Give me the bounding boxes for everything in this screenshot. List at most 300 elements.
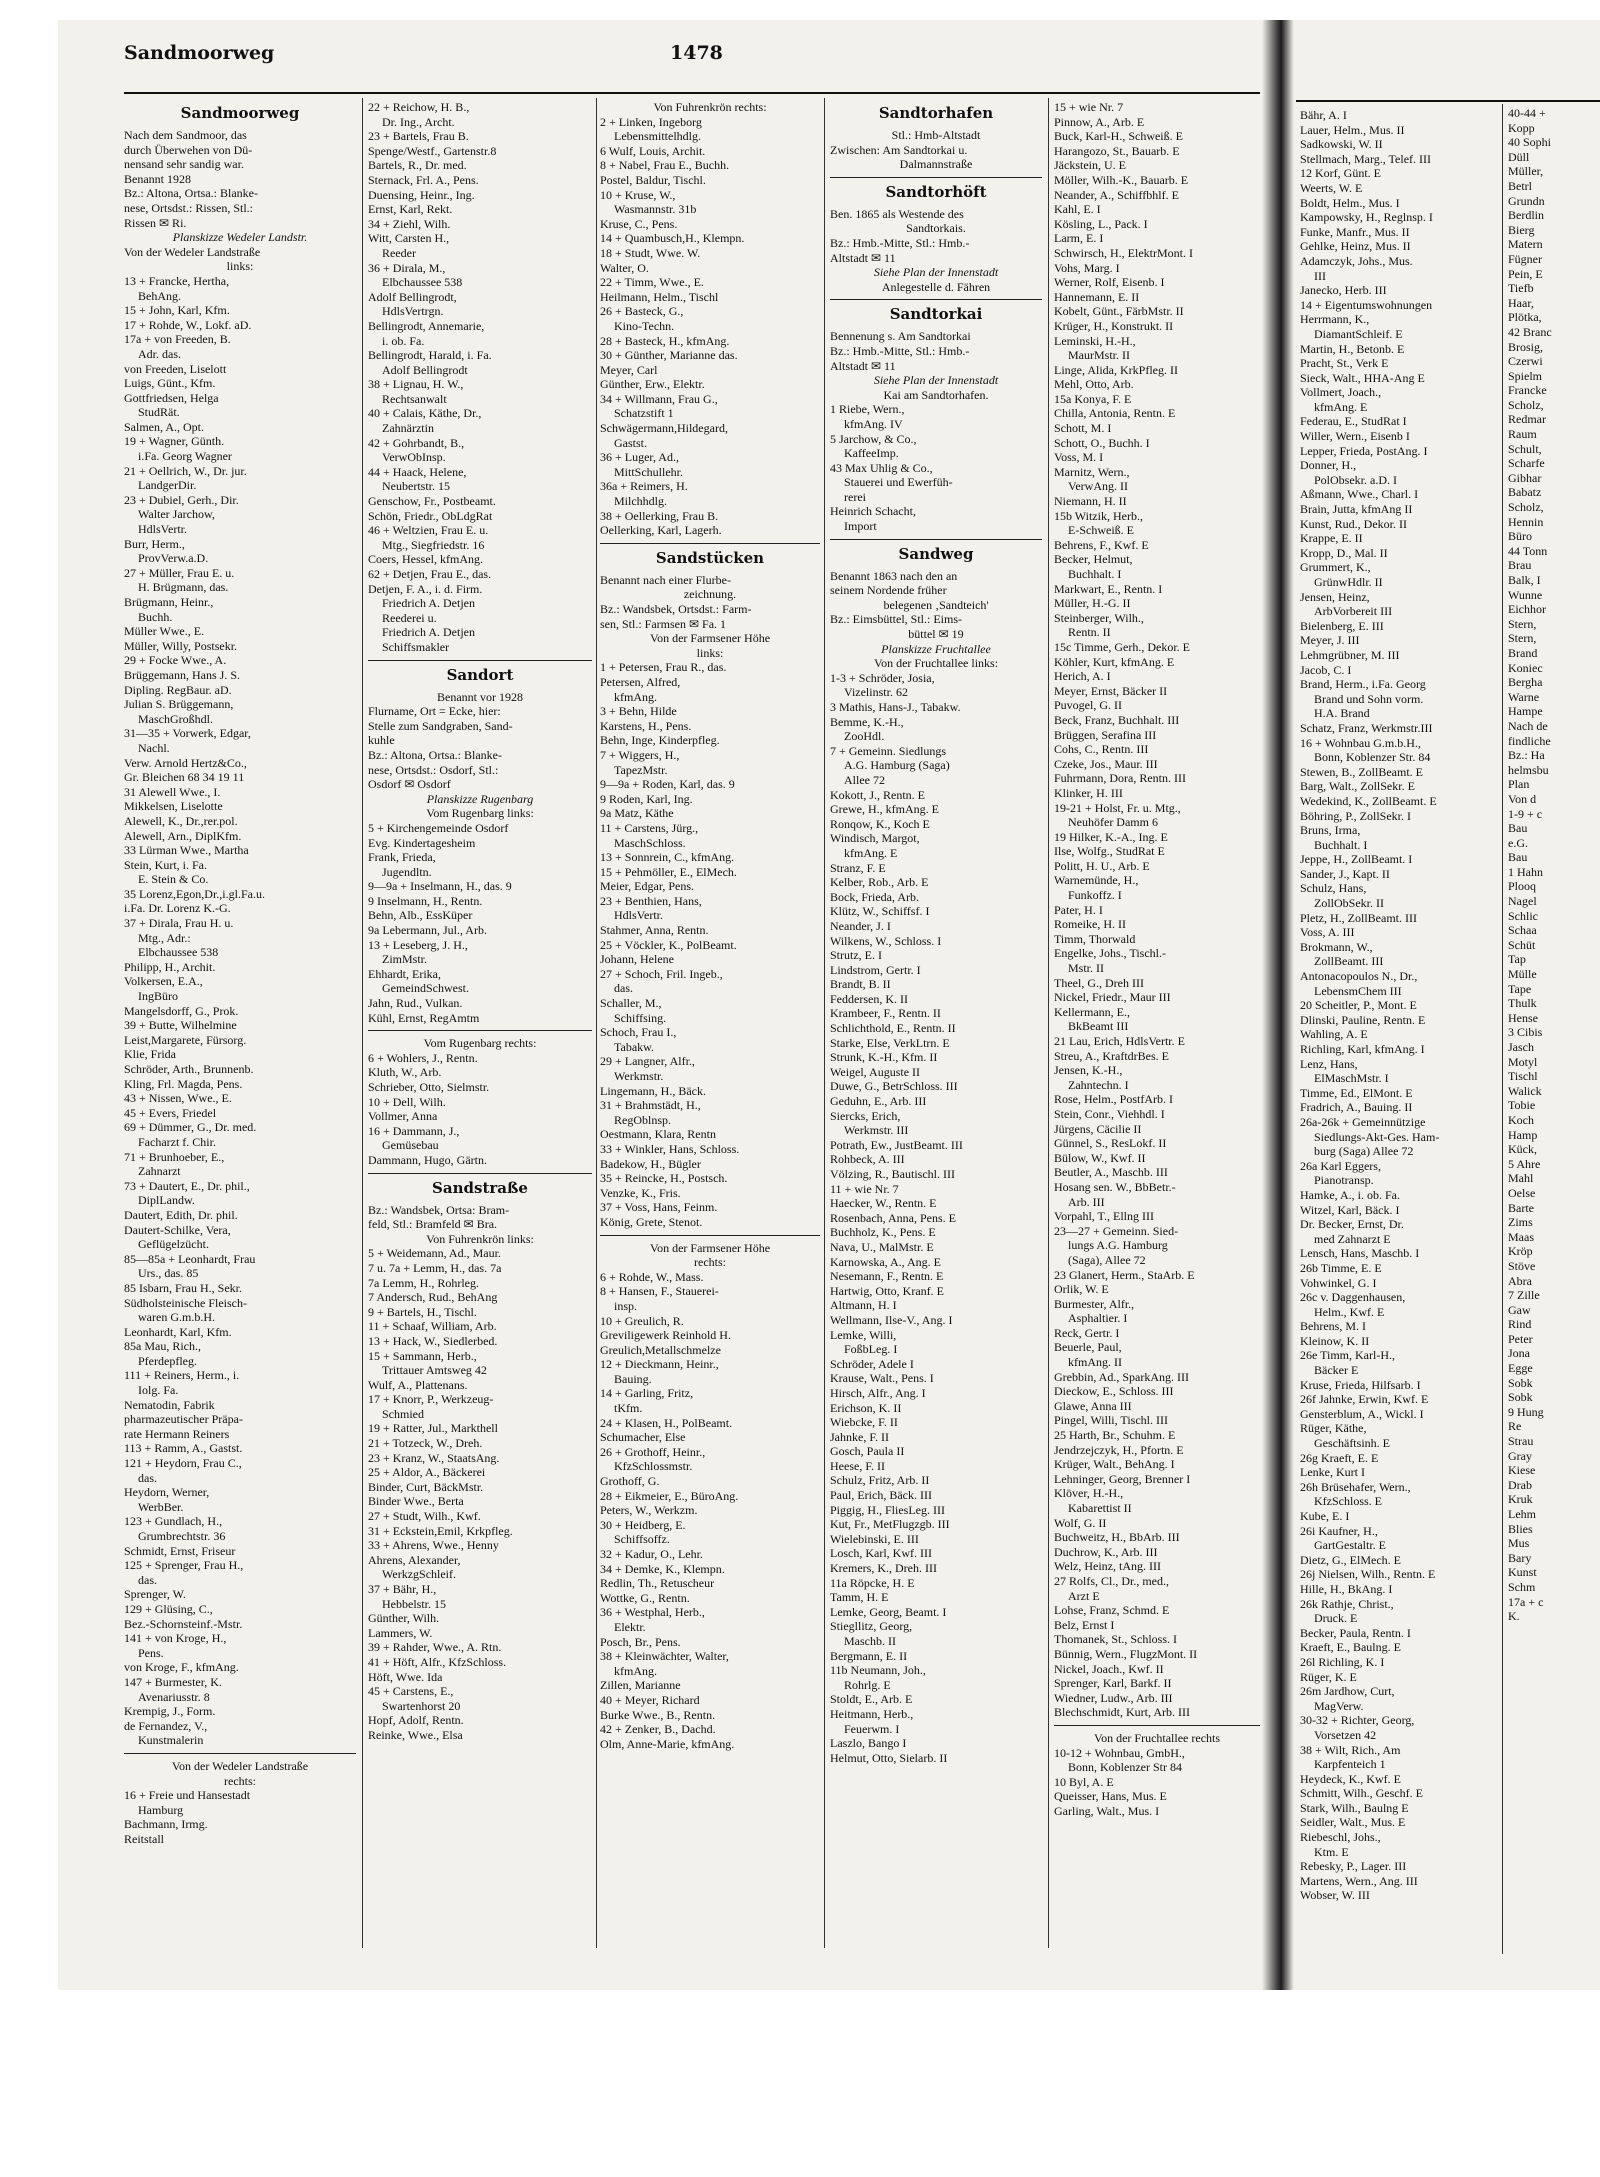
directory-entry: Kluth, W., Arb. <box>368 1065 442 1080</box>
directory-entry: Pletz, H., ZollBeamt. III <box>1300 910 1417 925</box>
directory-entry: 26i Kaufner, H., <box>1300 1523 1378 1538</box>
directory-entry: Blechschmidt, Kurt, Arb. III <box>1054 1705 1190 1720</box>
directory-entry: Krüger, H., Konstrukt. II <box>1054 318 1174 333</box>
section-subheading: rechts: <box>224 1773 256 1788</box>
directory-entry: Egge <box>1508 1361 1533 1376</box>
directory-entry: Dietz, G., ElMech. E <box>1300 1552 1401 1567</box>
directory-entry: Düll <box>1508 149 1530 164</box>
entry-continuation: ProvVerw.a.D. <box>138 551 209 566</box>
entry-continuation: Bonn, Koblenzer Str. 84 <box>1314 750 1431 765</box>
directory-entry: Posch, Br., Pens. <box>600 1634 681 1649</box>
directory-entry: Gr. Bleichen 68 34 19 11 <box>124 770 245 785</box>
directory-entry: Herrmann, K., <box>1300 312 1370 327</box>
directory-entry: Greulich,Metallschmelze <box>600 1342 721 1357</box>
directory-entry: Behn, Alb., EssKüper <box>368 908 473 923</box>
entry-continuation: Mtg., Adr.: <box>138 930 191 945</box>
directory-entry: Hampe <box>1508 704 1543 719</box>
directory-entry: 26 + Grothoff, Heinr., <box>600 1444 706 1459</box>
directory-entry: Hense <box>1508 1010 1538 1025</box>
directory-entry: Ehhardt, Erika, <box>368 966 441 981</box>
entry-continuation: Kunstmalerin <box>138 1733 204 1748</box>
entry-continuation: Zahntechn. I <box>1068 1077 1129 1092</box>
directory-entry: 15 + wie Nr. 7 <box>1054 100 1124 114</box>
directory-entry: 1-9 + c <box>1508 806 1543 821</box>
directory-entry: 43 + Nissen, Wwe., E. <box>124 1091 232 1106</box>
directory-entry: Lenke, Kurt I <box>1300 1465 1365 1480</box>
directory-entry: 23 + Benthien, Hans, <box>600 893 702 908</box>
column-divider <box>1048 98 1049 1948</box>
directory-entry: Spenge/Westf., Gartenstr.8 <box>368 143 497 158</box>
directory-entry: Orlik, W. E <box>1054 1282 1109 1297</box>
directory-entry: 27 + Müller, Frau E. u. <box>124 565 235 580</box>
directory-entry: 42 Branc <box>1508 324 1552 339</box>
entry-continuation: MaurMstr. II <box>1068 348 1130 363</box>
directory-entry: Adolf Bellingrodt, <box>368 289 457 304</box>
directory-entry: Dammann, Hugo, Gärtn. <box>368 1152 487 1167</box>
entry-continuation: Friedrich A. Detjen <box>382 596 475 611</box>
directory-entry: Koniec <box>1508 660 1543 675</box>
directory-entry: Donner, H., <box>1300 458 1357 473</box>
entry-continuation: Vizelinstr. 62 <box>844 685 908 700</box>
directory-entry: Tobie <box>1508 1098 1536 1113</box>
directory-entry: Reck, Gertr. I <box>1054 1325 1120 1340</box>
directory-entry: Jendrzejczyk, H., Pfortn. E <box>1054 1442 1184 1457</box>
directory-entry: 1 Hahn <box>1508 864 1543 879</box>
directory-entry: Rissen ✉ Ri. <box>124 215 187 230</box>
directory-entry: Wahling, A. E <box>1300 1027 1368 1042</box>
directory-entry: Peter <box>1508 1331 1533 1346</box>
column-divider <box>362 98 363 1948</box>
directory-entry: Funke, Manfr., Mus. II <box>1300 224 1410 239</box>
directory-entry: 19 + Wagner, Günth. <box>124 434 225 449</box>
section-subheading: Kai am Sandtorhafen. <box>883 387 989 402</box>
entry-continuation: kfmAng. <box>614 689 657 704</box>
directory-entry: 30 + Heidberg, E. <box>600 1517 686 1532</box>
entry-continuation: E-Schweiß. E <box>1068 523 1134 538</box>
directory-entry: Richling, Karl, kfmAng. I <box>1300 1042 1425 1056</box>
directory-entry: Gaw <box>1508 1302 1531 1317</box>
directory-entry: Adamczyk, Johs., Mus. <box>1300 253 1413 268</box>
directory-entry: Ernst, Karl, Rekt. <box>368 202 453 217</box>
directory-entry: 1 Riebe, Wern., <box>830 402 905 417</box>
directory-entry: Coers, Hessel, kfmAng. <box>368 552 483 567</box>
directory-entry: 36a + Reimers, H. <box>600 479 688 494</box>
directory-entry: Tap <box>1508 952 1526 967</box>
directory-entry: Kremers, K., Dreh. III <box>830 1561 937 1576</box>
directory-entry: Neander, J. I <box>830 918 891 933</box>
entry-continuation: Arzt E <box>1068 1588 1100 1603</box>
directory-entry: Kraeft, E., Baulng. E <box>1300 1640 1401 1655</box>
directory-entry: Bartels, R., Dr. med. <box>368 158 467 173</box>
entry-continuation: Vorsetzen 42 <box>1314 1727 1377 1742</box>
directory-entry: Ahrens, Alexander, <box>368 1552 461 1567</box>
directory-entry: Grebbin, Ad., SparkAng. III <box>1054 1369 1189 1384</box>
directory-entry: Voss, M. I <box>1054 450 1104 465</box>
directory-entry: 7 Andersch, Rud., BehAng <box>368 1290 498 1305</box>
directory-entry: Balk, I <box>1508 573 1541 587</box>
directory-entry: Frank, Frieda, <box>368 850 436 865</box>
directory-entry: 10-12 + Wohnbau, GmbH., <box>1054 1745 1185 1760</box>
directory-entry: Benannt 1863 nach den an <box>830 568 958 583</box>
entry-continuation: RegOblnsp. <box>614 1112 671 1127</box>
directory-entry: 42 + Zenker, B., Dachd. <box>600 1722 716 1737</box>
directory-entry: Bünnig, Wern., FlugzMont. II <box>1054 1646 1198 1661</box>
directory-entry: 26g Kraeft, E. E <box>1300 1450 1379 1465</box>
entry-continuation: StudRät. <box>138 405 180 420</box>
directory-entry: Jasch <box>1508 1040 1534 1054</box>
directory-entry: 37 + Voss, Hans, Feinm. <box>600 1200 718 1215</box>
directory-entry: 27 + Schoch, Fril. Ingeb., <box>600 966 723 981</box>
directory-entry: Re <box>1508 1419 1522 1434</box>
section-subheading: Von Fuhrenkrön rechts: <box>653 100 767 114</box>
directory-entry: 13 + Francke, Hertha, <box>124 273 230 288</box>
directory-entry: Stern, <box>1508 616 1537 631</box>
section-subheading: links: <box>696 645 724 660</box>
section-rule <box>600 1235 820 1236</box>
entry-continuation: tKfm. <box>614 1401 643 1416</box>
directory-entry: durch Überwehen von Dü- <box>124 142 253 157</box>
directory-entry: 34 + Ziehl, Wilh. <box>368 216 451 231</box>
directory-entry: 12 + Dieckmann, Heinr., <box>600 1357 719 1372</box>
page-number: 1478 <box>670 42 723 64</box>
directory-entry: 85—85a + Leonhardt, Frau <box>124 1251 256 1266</box>
directory-entry: Kunst, Rud., Dekor. II <box>1300 516 1407 531</box>
directory-entry: Reinke, Wwe., Elsa <box>368 1727 463 1742</box>
directory-entry: 3 + Behn, Hilde <box>600 704 677 719</box>
directory-entry: Siercks, Erich, <box>830 1108 901 1123</box>
directory-entry: 1 + Petersen, Frau R., das. <box>600 660 727 675</box>
directory-entry: 17a + von Freeden, B. <box>124 332 231 347</box>
directory-entry: Sadkowski, W. II <box>1300 137 1383 152</box>
directory-entry: 6 + Rohde, W., Mass. <box>600 1269 704 1284</box>
directory-entry: Belz, Ernst I <box>1054 1617 1115 1632</box>
directory-entry: Leonhardt, Karl, Kfm. <box>124 1324 232 1339</box>
directory-entry: Schult, <box>1508 441 1542 456</box>
directory-entry: 36 + Westphal, Herb., <box>600 1605 705 1620</box>
directory-entry: Werner, Rolf, Eisenb. I <box>1054 275 1165 290</box>
directory-entry: Kleinow, K. II <box>1300 1333 1370 1348</box>
directory-entry: Brain, Jutta, kfmAng II <box>1300 502 1413 517</box>
entry-continuation: Adolf Bellingrodt <box>382 362 468 377</box>
entry-continuation: HdlsVertr. <box>614 908 663 923</box>
entry-continuation: Neuhöfer Damm 6 <box>1068 815 1158 830</box>
directory-entry: Haar, <box>1508 295 1534 310</box>
directory-entry: Schlic <box>1508 908 1538 923</box>
entry-continuation: Werkmstr. <box>614 1069 664 1083</box>
directory-entry: Seidler, Walt., Mus. E <box>1300 1815 1406 1830</box>
directory-entry: Jäckstein, U. E <box>1054 158 1126 173</box>
directory-entry: Kokott, J., Rentn. E <box>830 787 925 802</box>
column-2 <box>368 100 592 1940</box>
directory-entry: 111 + Reiners, Herm., i. <box>124 1368 240 1383</box>
directory-entry: Schott, M. I <box>1054 421 1112 436</box>
directory-entry: 26 + Basteck, G., <box>600 304 684 319</box>
directory-entry: Nickel, Friedr., Maur III <box>1054 990 1171 1005</box>
directory-entry: Pingel, Willi, Tischl. III <box>1054 1413 1168 1428</box>
entry-continuation: Zahnärztin <box>382 421 434 436</box>
directory-entry: helmsbu <box>1508 762 1549 777</box>
entry-continuation: Pens. <box>138 1645 164 1660</box>
directory-entry: Meyer, J. III <box>1300 633 1360 648</box>
entry-continuation: Elbchaussee 538 <box>138 945 219 960</box>
directory-entry: 18 + Studt, Wwe. W. <box>600 245 701 260</box>
section-rule <box>368 660 592 661</box>
directory-entry: Dlinski, Pauline, Rentn. E <box>1300 1012 1426 1027</box>
entry-continuation: Trittauer Amtsweg 42 <box>382 1363 487 1378</box>
directory-entry: Brüggemann, Hans J. S. <box>124 667 240 682</box>
directory-entry: Voss, A. III <box>1300 925 1355 940</box>
directory-entry: 17 + Rohde, W., Lokf. aD. <box>124 317 252 332</box>
directory-entry: 39 + Butte, Wilhelmine <box>124 1018 237 1033</box>
directory-entry: 38 + Lignau, H. W., <box>368 377 464 392</box>
directory-entry: 29 + Focke Wwe., A. <box>124 653 227 668</box>
directory-entry: Schmidt, Ernst, Friseur <box>124 1543 236 1558</box>
directory-entry: Meyer, Carl <box>600 362 658 377</box>
entry-continuation: kfmAng. <box>614 1663 657 1678</box>
directory-entry: Bz.: Hmb.-Mitte, Stl.: Hmb.- <box>830 235 970 250</box>
directory-entry: Schlichthold, E., Rentn. II <box>830 1021 956 1036</box>
directory-entry: Francke <box>1508 383 1547 398</box>
directory-entry: Gray <box>1508 1448 1532 1463</box>
directory-entry: 45 + Evers, Friedel <box>124 1105 217 1120</box>
directory-entry: Schrieber, Otto, Sielmstr. <box>368 1080 490 1094</box>
directory-entry: Strutz, E. I <box>830 948 882 963</box>
directory-entry: 9 Hung <box>1508 1404 1544 1419</box>
directory-entry: Tiefb <box>1508 281 1534 296</box>
directory-entry: Schumacher, Else <box>600 1430 686 1445</box>
directory-entry: Osdorf ✉ Osdorf <box>368 777 451 792</box>
directory-entry: Schwirsch, H., ElektrMont. I <box>1054 245 1193 260</box>
directory-entry: Grewe, H., kfmAng. E <box>830 802 939 817</box>
directory-entry: Piggig, H., FliesLeg. III <box>830 1502 945 1517</box>
directory-entry: Schulz, Fritz, Arb. II <box>830 1473 930 1488</box>
section-rule <box>830 299 1042 300</box>
directory-entry: Schott, O., Buchh. I <box>1054 435 1150 450</box>
directory-entry: 121 + Heydorn, Frau C., <box>124 1456 242 1471</box>
directory-entry: Barte <box>1508 1200 1534 1215</box>
directory-entry: Dipling. RegBaur. aD. <box>124 682 232 697</box>
right-page-column-2 <box>1508 106 1600 1946</box>
directory-entry: Herich, A. I <box>1054 669 1111 684</box>
directory-entry: 25 + Aldor, A., Bäckerei <box>368 1465 486 1480</box>
entry-continuation: MittSchullehr. <box>614 464 683 479</box>
directory-entry: Genschow, Fr., Postbeamt. <box>368 494 496 509</box>
section-rule <box>124 1753 356 1754</box>
directory-entry: kuhle <box>368 733 395 748</box>
directory-entry: Leist,Margarete, Fürsorg. <box>124 1032 247 1047</box>
directory-entry: 11a Röpcke, H. E <box>830 1575 915 1590</box>
directory-entry: 1-3 + Schröder, Josia, <box>830 670 935 685</box>
entry-continuation: Buchhalt. I <box>1314 837 1368 852</box>
directory-entry: Nava, U., MalMstr. E <box>830 1239 934 1254</box>
directory-entry: Binder Wwe., Berta <box>368 1494 464 1509</box>
directory-entry: 31 + Brahmstädt, H., <box>600 1098 701 1113</box>
directory-entry: Günther, Wilh. <box>368 1611 440 1626</box>
directory-entry: Wunne <box>1508 587 1543 602</box>
directory-entry: Kopp <box>1508 120 1535 135</box>
directory-entry: 30 + Günther, Marianne das. <box>600 348 738 363</box>
directory-entry: Bähr, A. I <box>1300 108 1347 122</box>
directory-entry: 8 + Nabel, Frau E., Buchh. <box>600 158 730 173</box>
directory-entry: Engelke, Johs., Tischl.- <box>1054 946 1167 961</box>
section-rule <box>600 543 820 544</box>
directory-entry: Sternack, Frl. A., Pens. <box>368 172 479 187</box>
directory-entry: 8 + Hansen, F., Stauerei- <box>600 1284 719 1299</box>
directory-entry: Stellmach, Marg., Telef. III <box>1300 151 1432 166</box>
directory-entry: Fuhrmann, Dora, Rentn. III <box>1054 771 1186 786</box>
section-subheading: Dalmannstraße <box>899 157 973 172</box>
entry-continuation: waren G.m.b.H. <box>138 1310 215 1325</box>
directory-entry: 29 + Langner, Alfr., <box>600 1054 695 1069</box>
directory-entry: 5 + Kirchengemeinde Osdorf <box>368 820 509 835</box>
entry-continuation: Brand und Sohn vorm. <box>1314 691 1424 706</box>
directory-entry: 19 + Ratter, Jul., Markthell <box>368 1421 498 1436</box>
directory-entry: Kruk <box>1508 1492 1533 1507</box>
directory-entry: Karnowska, A., Ang. E <box>830 1254 941 1269</box>
directory-entry: Jahn, Rud., Vulkan. <box>368 996 463 1011</box>
directory-entry: nese, Ortsdst.: Rissen, Stl.: <box>124 200 254 215</box>
directory-entry: Mikkelsen, Liselotte <box>124 799 223 814</box>
directory-entry: Grothoff, G. <box>600 1474 660 1489</box>
entry-continuation: Schiffsmakler <box>382 639 450 654</box>
entry-continuation: LebensmChem III <box>1314 983 1402 998</box>
directory-entry: 36 + Luger, Ad., <box>600 450 679 465</box>
directory-entry: Beck, Franz, Buchhalt. III <box>1054 712 1180 727</box>
directory-entry: 33 + Winkler, Hans, Schloss. <box>600 1141 740 1156</box>
directory-entry: 113 + Ramm, A., Gastst. <box>124 1441 243 1456</box>
directory-entry: Heitmann, Herb., <box>830 1706 914 1721</box>
directory-entry: Verw. Arnold Hertz&Co., <box>124 755 247 770</box>
directory-entry: 33 Lürman Wwe., Martha <box>124 843 249 858</box>
directory-entry: Rüger, K. E <box>1300 1669 1357 1684</box>
directory-entry: Schaller, M., <box>600 996 662 1011</box>
directory-entry: 17 + Knorr, P., Werkzeug- <box>368 1392 494 1407</box>
directory-entry: Glawe, Anna III <box>1054 1398 1132 1413</box>
directory-entry: 15a Konya, F. E <box>1054 391 1132 406</box>
directory-entry: Abra <box>1508 1273 1532 1288</box>
directory-entry: Oestmann, Klara, Rentn <box>600 1127 716 1142</box>
directory-entry: Günnel, S., ResLokf. II <box>1054 1136 1167 1151</box>
directory-entry: 9—9a + Roden, Karl, das. 9 <box>600 777 735 792</box>
entry-continuation: Schmied <box>382 1406 424 1421</box>
directory-entry: Lemke, Georg, Beamt. I <box>830 1604 947 1619</box>
directory-entry: Plan <box>1508 777 1530 792</box>
directory-entry: Brokmann, W., <box>1300 939 1373 954</box>
entry-continuation: Walter Jarchow, <box>138 507 215 522</box>
directory-entry: 43 Max Uhlig & Co., <box>830 460 933 475</box>
directory-entry: Raum <box>1508 427 1537 442</box>
entry-continuation: KaffeeImp. <box>844 446 899 461</box>
directory-entry: Scholz, <box>1508 500 1544 515</box>
column-divider <box>824 98 825 1948</box>
directory-entry: Kelber, Rob., Arb. E <box>830 875 929 890</box>
directory-entry: 23 + Bartels, Frau B. <box>368 129 469 144</box>
directory-entry: 85 Isbarn, Frau H., Sekr. <box>124 1280 242 1295</box>
directory-entry: Bruns, Irma, <box>1300 823 1361 838</box>
directory-entry: Federau, E., StudRat I <box>1300 414 1407 429</box>
directory-entry: Behrens, M. I <box>1300 1319 1366 1334</box>
directory-entry: 16 + Wohnbau G.m.b.H., <box>1300 735 1421 750</box>
directory-entry: Stöve <box>1508 1258 1536 1273</box>
entry-continuation: H.A. Brand <box>1314 706 1370 721</box>
directory-entry: Schröder, Arth., Brunnenb. <box>124 1062 254 1076</box>
directory-entry: Hennin <box>1508 514 1544 529</box>
entry-continuation: lungs A.G. Hamburg <box>1068 1238 1168 1253</box>
street-heading: Sandtorhöft <box>885 182 987 201</box>
entry-continuation: Allee 72 <box>844 772 885 787</box>
directory-entry: 36 + Dirala, M., <box>368 260 446 275</box>
entry-continuation: KfzSchloss. E <box>1314 1494 1382 1509</box>
section-subheading: Von der Wedeler Landstraße <box>171 1758 309 1773</box>
entry-continuation: Schatzstift 1 <box>614 406 674 421</box>
directory-entry: Bz.: Altona, Ortsa.: Blanke- <box>368 747 502 762</box>
entry-continuation: Hamburg <box>138 1802 184 1817</box>
directory-entry: Postel, Baldur, Tischl. <box>600 172 706 187</box>
directory-entry: Strunk, K.-H., Kfm. II <box>830 1050 938 1065</box>
directory-entry: Meier, Edgar, Pens. <box>600 879 695 894</box>
directory-entry: Barg, Walt., ZollSekr. E <box>1300 779 1415 794</box>
directory-entry: 22 + Timm, Wwe., E. <box>600 275 704 290</box>
directory-entry: Dieckow, E., Schloss. III <box>1054 1384 1174 1399</box>
entry-continuation: Urs., das. 85 <box>138 1266 199 1281</box>
entry-continuation: Werkmstr. III <box>844 1123 909 1138</box>
directory-entry: Bock, Frieda, Arb. <box>830 889 919 904</box>
entry-continuation: GartGestaltr. E <box>1314 1538 1386 1553</box>
directory-entry: 5 + Weidemann, Ad., Maur. <box>368 1246 501 1261</box>
directory-entry: 26e Timm, Karl-H., <box>1300 1348 1396 1363</box>
directory-entry: Puvogel, G. II <box>1054 698 1122 713</box>
directory-entry: Kropp, D., Mal. II <box>1300 545 1388 560</box>
entry-continuation: VerwAng. II <box>1068 479 1128 494</box>
directory-entry: 9 Inselmann, H., Rentn. <box>368 893 483 908</box>
directory-entry: 6 Wulf, Louis, Archit. <box>600 143 706 158</box>
directory-entry: Drab <box>1508 1477 1532 1492</box>
directory-entry: 11 + wie Nr. 7 <box>830 1181 899 1196</box>
directory-entry: Losch, Karl, Kwf. III <box>830 1546 932 1561</box>
entry-continuation: Karpfenteich 1 <box>1314 1757 1386 1772</box>
directory-entry: 34 + Demke, K., Klempn. <box>600 1561 725 1576</box>
section-subheading: Benannt vor 1928 <box>437 689 523 704</box>
directory-entry: sen, Stl.: Farmsen ✉ Fa. 1 <box>600 616 727 631</box>
directory-entry: Warne <box>1508 689 1540 704</box>
entry-continuation: Funkoffz. I <box>1068 888 1122 903</box>
directory-entry: Bz.: Wandsbek, Ortsdst.: Farm- <box>600 602 752 616</box>
directory-entry: Stern, <box>1508 631 1537 646</box>
section-subheading: belegenen ‚Sandteich' <box>883 597 989 612</box>
directory-entry: Binder, Curt, BäckMstr. <box>368 1479 484 1494</box>
directory-entry: Bau <box>1508 850 1528 865</box>
directory-entry: 13 + Sonnrein, C., kfmAng. <box>600 850 735 865</box>
column-4 <box>830 100 1042 1940</box>
entry-continuation: ElMaschMstr. I <box>1314 1071 1389 1086</box>
directory-entry: Sobk <box>1508 1375 1533 1390</box>
plan-reference: Planskizze Rugenbarg <box>426 791 534 806</box>
directory-entry: Peters, W., Werkzm. <box>600 1503 698 1518</box>
directory-entry: 2 + Linken, Ingeborg <box>600 114 702 129</box>
entry-continuation: Feuerwm. I <box>844 1721 900 1736</box>
directory-entry: Sprenger, Karl, Barkf. II <box>1054 1676 1172 1691</box>
directory-entry: 26k Rathje, Christ., <box>1300 1596 1394 1611</box>
section-subheading: Von der Farmsener Höhe <box>649 1240 771 1255</box>
directory-entry: 28 + Eikmeier, E., BüroAng. <box>600 1488 739 1503</box>
directory-entry: Harangozo, St., Bauarb. E <box>1054 143 1180 158</box>
directory-entry: Vollmer, Anna <box>368 1109 438 1124</box>
entry-continuation: GrünwHdlr. II <box>1314 575 1383 589</box>
directory-entry: Rüger, Käthe, <box>1300 1421 1367 1436</box>
directory-entry: Romeike, H. II <box>1054 917 1126 932</box>
directory-entry: Walick <box>1508 1083 1542 1098</box>
directory-entry: Klöver, H.-H., <box>1054 1486 1124 1501</box>
